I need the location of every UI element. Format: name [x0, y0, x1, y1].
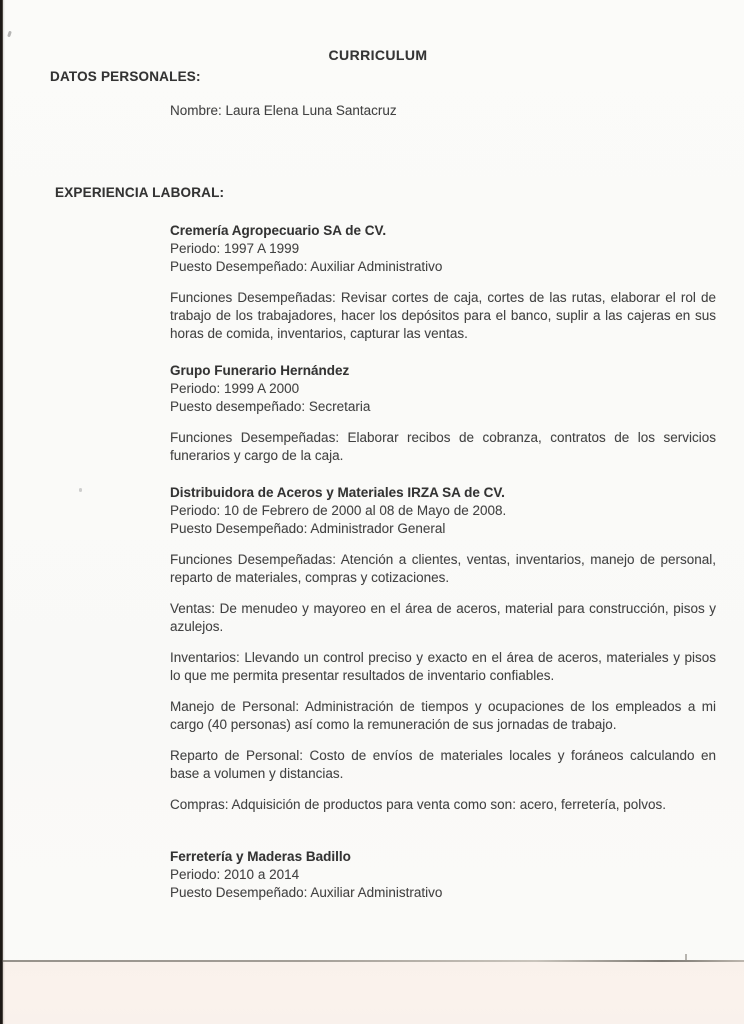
company-name: Grupo Funerario Hernández: [170, 363, 350, 378]
job-entry-ferreteria: [170, 848, 716, 902]
manejo-personal-paragraph: Manejo de Personal: Administración de tiempos y ocupaciones de los empleados a mi cargo (40 personas) así como la remuneración de sus jornadas de trabajo.: [170, 699, 716, 732]
paper-bottom-edge: [0, 960, 744, 962]
company-name: Cremería Agropecuario SA de CV.: [170, 223, 387, 238]
job-entry-funerario: [170, 362, 716, 465]
puesto-line: Puesto desempeñado: Secretaria: [170, 399, 371, 414]
puesto-line: Puesto Desempeñado: Auxiliar Administrativo: [170, 885, 443, 900]
reparto-personal-paragraph: Reparto de Personal: Costo de envíos de materiales locales y foráneos calculando en base a volumen y distancias.: [170, 748, 716, 781]
scan-left-edge: [0, 0, 5, 1024]
puesto-line: Puesto Desempeñado: Auxiliar Administrativo: [170, 259, 443, 274]
job-entries: [170, 222, 716, 902]
periodo-line: Periodo: 1999 A 2000: [170, 381, 300, 396]
company-name: Ferretería y Maderas Badillo: [170, 849, 351, 864]
periodo-line: Periodo: 1997 A 1999: [170, 241, 300, 256]
scan-speck: [79, 488, 82, 492]
document-title: CURRICULUM: [328, 47, 428, 64]
nombre-line: Nombre: Laura Elena Luna Santacruz: [170, 103, 397, 118]
ventas-paragraph: Ventas: De menudeo y mayoreo en el área de aceros, material para construcción, pisos y azulejos.: [170, 601, 716, 634]
puesto-line: Puesto Desempeñado: Administrador General: [170, 521, 446, 536]
funciones-paragraph: Funciones Desempeñadas: Elaborar recibos de cobranza, contratos de los servicios funerarios y cargo de la caja.: [170, 430, 716, 463]
job-entry-irza: [170, 484, 716, 814]
experiencia-laboral-heading: EXPERIENCIA LABORAL:: [55, 185, 225, 200]
periodo-line: Periodo: 10 de Febrero de 2000 al 08 de Mayo de 2008.: [170, 503, 507, 518]
job-entry-cremeria: [170, 222, 716, 343]
scanner-bed-bottom: [0, 962, 744, 1024]
inventarios-paragraph: Inventarios: Llevando un control preciso y exacto en el área de aceros, materiales y pisos lo que me permita presentar resultados de inventario confiables.: [170, 650, 716, 683]
periodo-line: Periodo: 2010 a 2014: [170, 867, 300, 882]
datos-personales-heading: DATOS PERSONALES:: [50, 69, 201, 84]
scan-speck: [7, 31, 12, 38]
company-name: Distribuidora de Aceros y Materiales IRZA SA de CV.: [170, 485, 505, 500]
funciones-paragraph: Funciones Desempeñadas: Atención a clientes, ventas, inventarios, manejo de personal, reparto de materiales, compras y cotizaciones.: [170, 552, 716, 585]
funciones-paragraph: Funciones Desempeñadas: Revisar cortes de caja, cortes de las rutas, elaborar el rol de trabajo de los trabajadores, hacer los depósitos para el banco, suplir a las cajeras en sus horas de comida, inventarios, capturar las ventas.: [170, 290, 716, 341]
compras-paragraph: Compras: Adquisición de productos para venta como son: acero, ferretería, polvos.: [170, 797, 667, 812]
